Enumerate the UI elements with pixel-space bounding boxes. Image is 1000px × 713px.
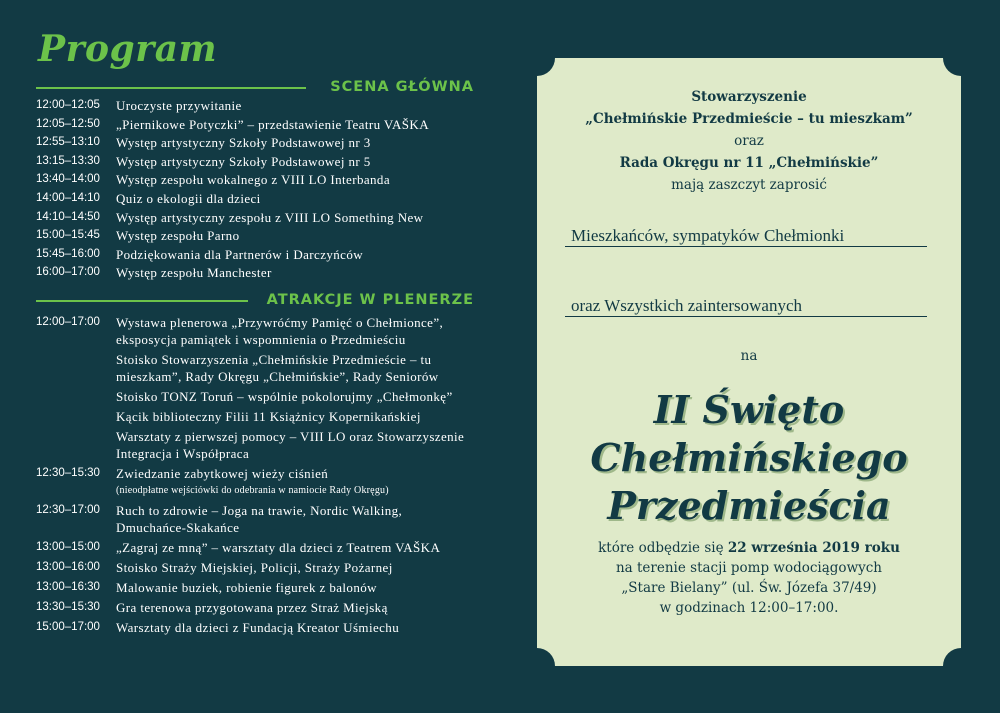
schedule-description-text: Występ zespołu Parno <box>116 228 240 244</box>
schedule-description-text: Stoisko Stowarzyszenia „Chełmińskie Przedmieście – tu mieszkam”, Rady Okręgu „Chełmińskie”, Rady Seniorów <box>116 352 439 384</box>
schedule-row <box>36 539 476 556</box>
schedule-description <box>116 97 476 114</box>
invitee-text-1: Mieszkańców, sympatyków Chełmionki <box>571 226 845 245</box>
schedule-time: 13:30–15:30 <box>36 601 100 613</box>
section-heading-scena <box>36 77 474 97</box>
schedule-description-text: Uroczyste przywitanie <box>116 98 242 113</box>
schedule-time: 12:00–17:00 <box>36 316 100 328</box>
schedule-description <box>116 428 476 462</box>
schedule-description <box>116 116 476 133</box>
schedule-row <box>36 599 476 616</box>
schedule-time: 15:00–15:45 <box>36 229 100 242</box>
event-title-line-1: II Święto <box>653 387 845 432</box>
card-corner-notch <box>943 40 979 76</box>
schedule-description-text: „Zagraj ze mną” – warsztaty dla dzieci z Teatrem VAŠKA <box>116 540 441 555</box>
schedule-description <box>116 351 476 385</box>
schedule-time: 14:10–14:50 <box>36 210 100 223</box>
schedule-time: 16:00–17:00 <box>36 266 100 279</box>
schedule-row <box>36 153 476 170</box>
schedule-row <box>36 246 476 263</box>
section-heading-atrakcje <box>36 290 474 310</box>
schedule-row <box>36 619 476 636</box>
schedule-row <box>36 227 476 244</box>
schedule-description-text: Stoisko TONZ Toruń – wspólnie pokolorujmy „Chełmonkę” <box>116 389 453 404</box>
schedule-row <box>36 209 476 226</box>
card-corner-notch <box>519 40 555 76</box>
schedule-description <box>116 190 476 207</box>
schedule-description-text: Wystawa plenerowa „Przywróćmy Pamięć o Chełmionce”, eksposycja pamiątek i wspomnienia o Przedmieściu <box>116 315 444 347</box>
na-text: na <box>740 348 758 364</box>
schedule-time: 13:40–14:00 <box>36 173 100 186</box>
schedule-row <box>36 171 476 188</box>
event-location: na terenie stacji pomp wodociągowych <box>615 560 883 576</box>
program-title: Program <box>38 28 218 70</box>
section-label-scena: SCENA GŁÓWNA <box>330 79 474 95</box>
schedule-time: 15:00–17:00 <box>36 621 100 633</box>
schedule-row <box>36 264 476 281</box>
schedule-row <box>36 559 476 576</box>
schedule-description-text: Występ artystyczny Szkoły Podstawowej nr 5 <box>116 153 371 169</box>
organizer-1-name: „Chełmińskie Przedmieście – tu mieszkam” <box>585 111 913 127</box>
invite-phrase: mają zaszczyt zaprosić <box>671 177 827 193</box>
schedule-description <box>116 227 476 244</box>
event-hours: w godzinach 12:00–17:00. <box>659 600 839 616</box>
schedule-description <box>116 559 476 576</box>
date-prefix: które odbędzie się <box>598 540 728 556</box>
schedule-description-text: Występ zespołu wokalnego z VIII LO Interbanda <box>116 172 391 188</box>
schedule-description <box>116 264 476 281</box>
schedule-description-text: Ruch to zdrowie – Joga na trawie, Nordic Walking, Dmuchańce-Skakańce <box>116 503 403 535</box>
schedule-description <box>116 465 476 499</box>
schedule-description <box>116 619 476 636</box>
event-title-line-2: Chełmińskiego <box>590 435 908 480</box>
schedule-description <box>116 579 476 596</box>
schedule-time: 13:15–13:30 <box>36 154 100 167</box>
schedule-description <box>116 539 476 556</box>
schedule-time: 14:00–14:10 <box>36 191 100 204</box>
schedule-row <box>36 351 476 385</box>
section-divider <box>36 300 248 302</box>
schedule-description-text: Stoisko Straży Miejskiej, Policji, Straży Pożarnej <box>116 560 393 575</box>
schedule-description-text: Warsztaty dla dzieci z Fundacją Kreator Uśmiechu <box>116 620 400 635</box>
invitation-card <box>537 58 961 666</box>
schedule-time: 12:55–13:10 <box>36 136 100 149</box>
schedule-row <box>36 314 476 348</box>
event-date: 22 września 2019 roku <box>727 540 900 556</box>
schedule-description <box>116 388 476 405</box>
schedule-row <box>36 465 476 499</box>
schedule-description-text: Zwiedzanie zabytkowej wieży ciśnień <box>116 466 329 481</box>
schedule-description-text: Quiz o ekologii dla dzieci <box>116 190 261 206</box>
schedule-time: 13:00–16:30 <box>36 581 100 593</box>
schedule-time: 12:05–12:50 <box>36 117 100 130</box>
schedule-description-text: „Piernikowe Potyczki” – przedstawienie Teatru VAŠKA <box>116 116 430 132</box>
event-date-line <box>537 538 961 558</box>
schedule-description <box>116 209 476 226</box>
schedule-description-text: Warsztaty z pierwszej pomocy – VIII LO oraz Stowarzyszenie Integracja i Współpraca <box>116 429 465 461</box>
schedule-description-text: Kącik biblioteczny Filii 11 Książnicy Kopernikańskiej <box>116 409 421 424</box>
invitation-intro <box>537 86 961 196</box>
schedule-description-text: Występ zespołu Manchester <box>116 265 272 281</box>
schedule-time: 15:45–16:00 <box>36 247 100 260</box>
schedule-row <box>36 428 476 462</box>
event-details <box>537 538 961 618</box>
schedule-description <box>116 246 476 263</box>
organizer-2: Rada Okręgu nr 11 „Chełmińskie” <box>619 155 879 171</box>
section-divider <box>36 87 306 89</box>
schedule-time: 12:30–17:00 <box>36 504 100 516</box>
schedule-row <box>36 579 476 596</box>
schedule-description <box>116 599 476 616</box>
card-corner-notch <box>943 648 979 684</box>
schedule-description <box>116 134 476 151</box>
schedule-description-text: Występ artystyczny zespołu z VIII LO Something New <box>116 209 424 225</box>
schedule-description-text: Występ artystyczny Szkoły Podstawowej nr 3 <box>116 135 371 151</box>
schedule-row <box>36 134 476 151</box>
schedule-note: (nieodpłatne wejściówki do odebrania w namiocie Rady Okręgu) <box>116 485 389 496</box>
schedule-row <box>36 388 476 405</box>
schedule-time: 13:00–16:00 <box>36 561 100 573</box>
schedule-row <box>36 502 476 536</box>
schedule-description <box>116 502 476 536</box>
schedule-description <box>116 171 476 188</box>
schedule-time: 13:00–15:00 <box>36 541 100 553</box>
invitee-text-2: oraz Wszystkich zaintersowanych <box>571 296 802 315</box>
schedule-description-text: Podziękowania dla Partnerów i Darczyńców <box>116 246 364 262</box>
schedule-time: 12:00–12:05 <box>36 99 100 111</box>
event-title-line-3: Przedmieścia <box>607 483 891 528</box>
schedule-row <box>36 116 476 133</box>
event-address: „Stare Bielany” (ul. Św. Józefa 37/49) <box>621 580 877 596</box>
scena-schedule <box>36 97 476 281</box>
invitee-line-2 <box>565 296 927 317</box>
atrakcje-schedule <box>36 314 476 636</box>
schedule-description <box>116 153 476 170</box>
schedule-description <box>116 314 476 348</box>
schedule-description-text: Malowanie buziek, robienie figurek z balonów <box>116 580 377 595</box>
schedule-row <box>36 408 476 425</box>
invitee-line-1 <box>565 226 927 247</box>
organizer-1: Stowarzyszenie <box>691 89 807 105</box>
schedule-description <box>116 408 476 425</box>
card-corner-notch <box>519 648 555 684</box>
section-label-atrakcje: ATRAKCJE W PLENERZE <box>266 292 474 308</box>
schedule-row <box>36 190 476 207</box>
event-title <box>537 386 961 530</box>
schedule-row <box>36 97 476 114</box>
conjunction: oraz <box>734 133 764 149</box>
schedule-time: 12:30–15:30 <box>36 467 100 479</box>
schedule-description-text: Gra terenowa przygotowana przez Straż Miejską <box>116 600 388 615</box>
